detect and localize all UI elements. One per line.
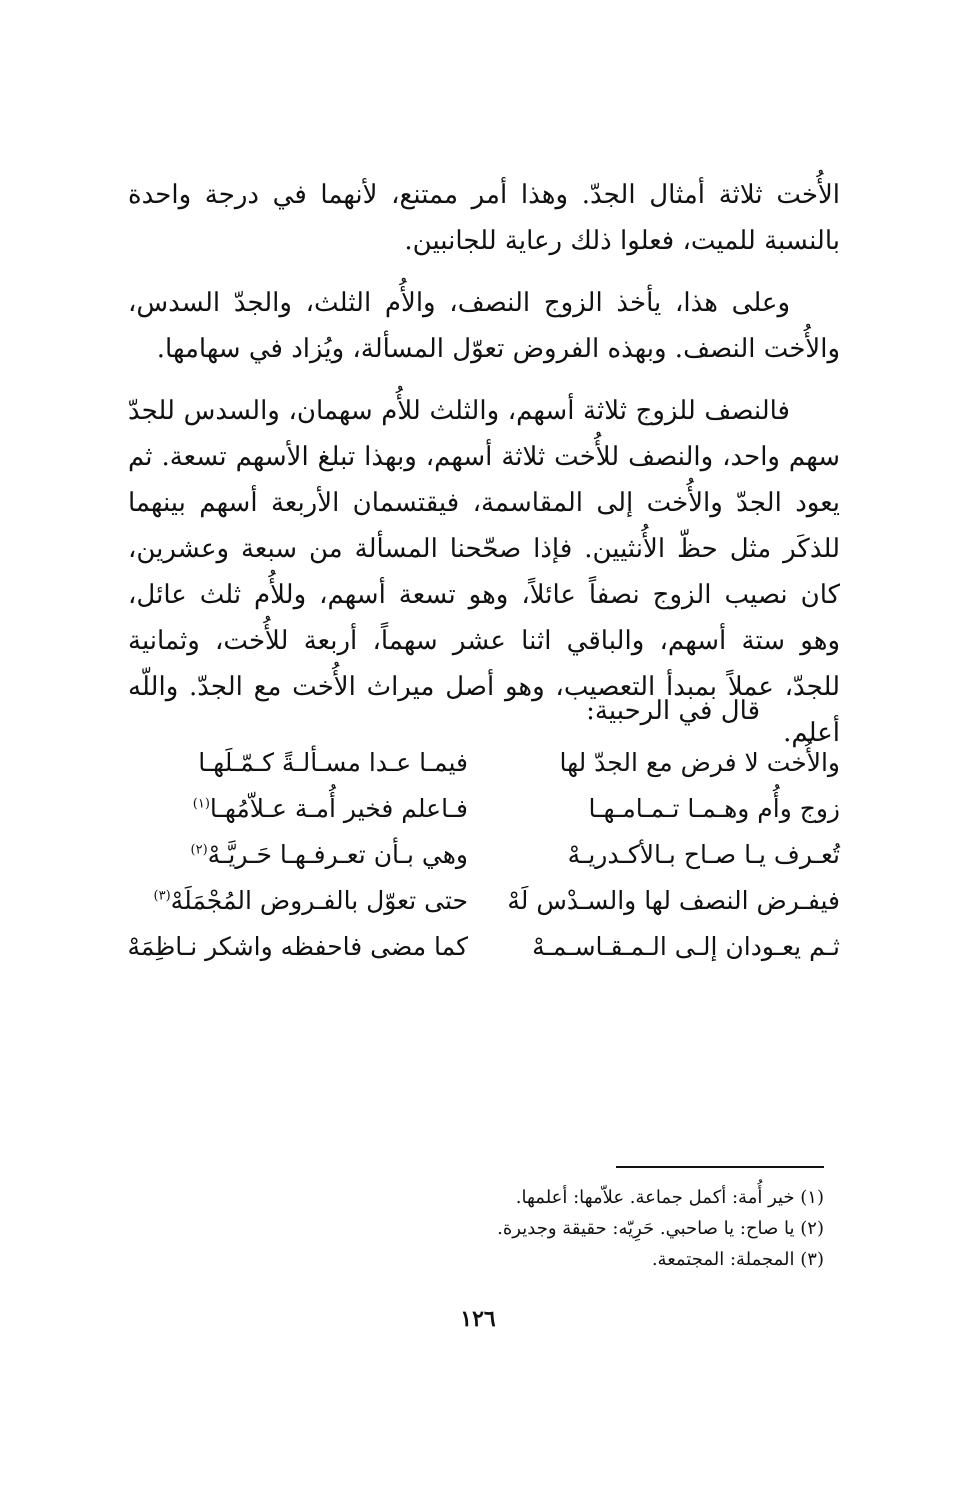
verse-first-hemistich: والأُخت لا فرض مع الجدّ لها — [559, 748, 840, 777]
verse-second-hemistich — [128, 878, 468, 924]
paragraph: الأُخت ثلاثة أمثال الجدّ. وهذا أمر ممتنع، لأنهما في درجة واحدة بالنسبة للميت، فعلوا ذلك رعاية للجانبين. — [128, 180, 840, 256]
footnote-divider — [616, 1166, 824, 1168]
page-number: ١٢٦ — [460, 1306, 496, 1332]
footnote: (٣) المجملة: المجتمعة. — [651, 1249, 824, 1270]
poem-verse — [128, 878, 840, 924]
verse-text: وهي بـأن تعـرفـهـا حَـريَّـهْ — [207, 840, 468, 869]
verse-text: فـاعلم فخير أُمـة عـلاّمُهـا — [209, 794, 468, 823]
poem — [128, 740, 840, 970]
verse-second-hemistich — [128, 924, 468, 970]
footnotes — [224, 1182, 824, 1275]
verse-second-hemistich — [128, 786, 468, 832]
poem-verse — [128, 924, 840, 970]
poem-verse — [128, 832, 840, 878]
poem-intro: قال في الرحبية: — [586, 696, 760, 726]
poem-verse — [128, 740, 840, 786]
verse-text: فيمـا عـدا مسـألـةً كـمّـلَهـا — [198, 748, 468, 777]
footnote-ref: (١) — [192, 796, 210, 812]
footnote: (١) خير أُمة: أكمل جماعة. علاّمها: أعلمها. — [515, 1187, 824, 1208]
verse-text: حتى تعوّل بالفـروض المُجْمَلَهْ — [170, 886, 468, 915]
paragraph: فالنصف للزوج ثلاثة أسهم، والثلث للأُم سهمان، والسدس للجدّ سهم واحد، والنصف للأُخت ثلاثة أسهم، وبهذا تبلغ الأسهم تسعة. ثم يعود الجدّ والأُخت إلى المقاسمة، فيقتسمان الأربعة أسهم بينهما للذكَر مثل حظّ الأُنثيين. فإذا صحّحنا المسألة من سبعة وعشرين، كان نصيب الزوج نصفاً عائلاً، وهو تسعة أسهم، وللأُم ثلث عائل، وهو ستة أسهم، والباقي اثنا عشر سهماً، أربعة للأُخت، وثمانية للجدّ، عملاً بمبدأ التعصيب، وهو أصل ميراث الأُخت مع الجدّ. واللّه أعلم. — [128, 396, 840, 748]
poem-verse — [128, 786, 840, 832]
footnote-ref: (٢) — [190, 842, 208, 858]
verse-first-hemistich: تُعـرف يـا صـاح بـالأكـدريـهْ — [567, 840, 840, 869]
verse-first-hemistich: فيفـرض النصف لها والسـدْس لَهْ — [507, 886, 840, 915]
footnote-ref: (٣) — [153, 888, 171, 904]
verse-second-hemistich — [128, 832, 468, 878]
verse-first-hemistich: زوج وأُم وهـمـا تـمـامـهـا — [588, 794, 840, 823]
body-text — [128, 172, 840, 772]
paragraph: وعلى هذا، يأخذ الزوج النصف، والأُم الثلث، والجدّ السدس، والأُخت النصف. وبهذه الفروض تعوّل المسألة، ويُزاد في سهامها. — [128, 288, 840, 364]
verse-text: كما مضى فاحفظه واشكر نـاظِمَهْ — [127, 932, 468, 961]
footnote: (٢) يا صاح: يا صاحبي. حَرِيّه: حقيقة وجديرة. — [497, 1218, 824, 1239]
verse-second-hemistich — [128, 740, 468, 786]
verse-first-hemistich: ثـم يعـودان إلـى الـمـقـاسـمـهْ — [532, 932, 840, 961]
